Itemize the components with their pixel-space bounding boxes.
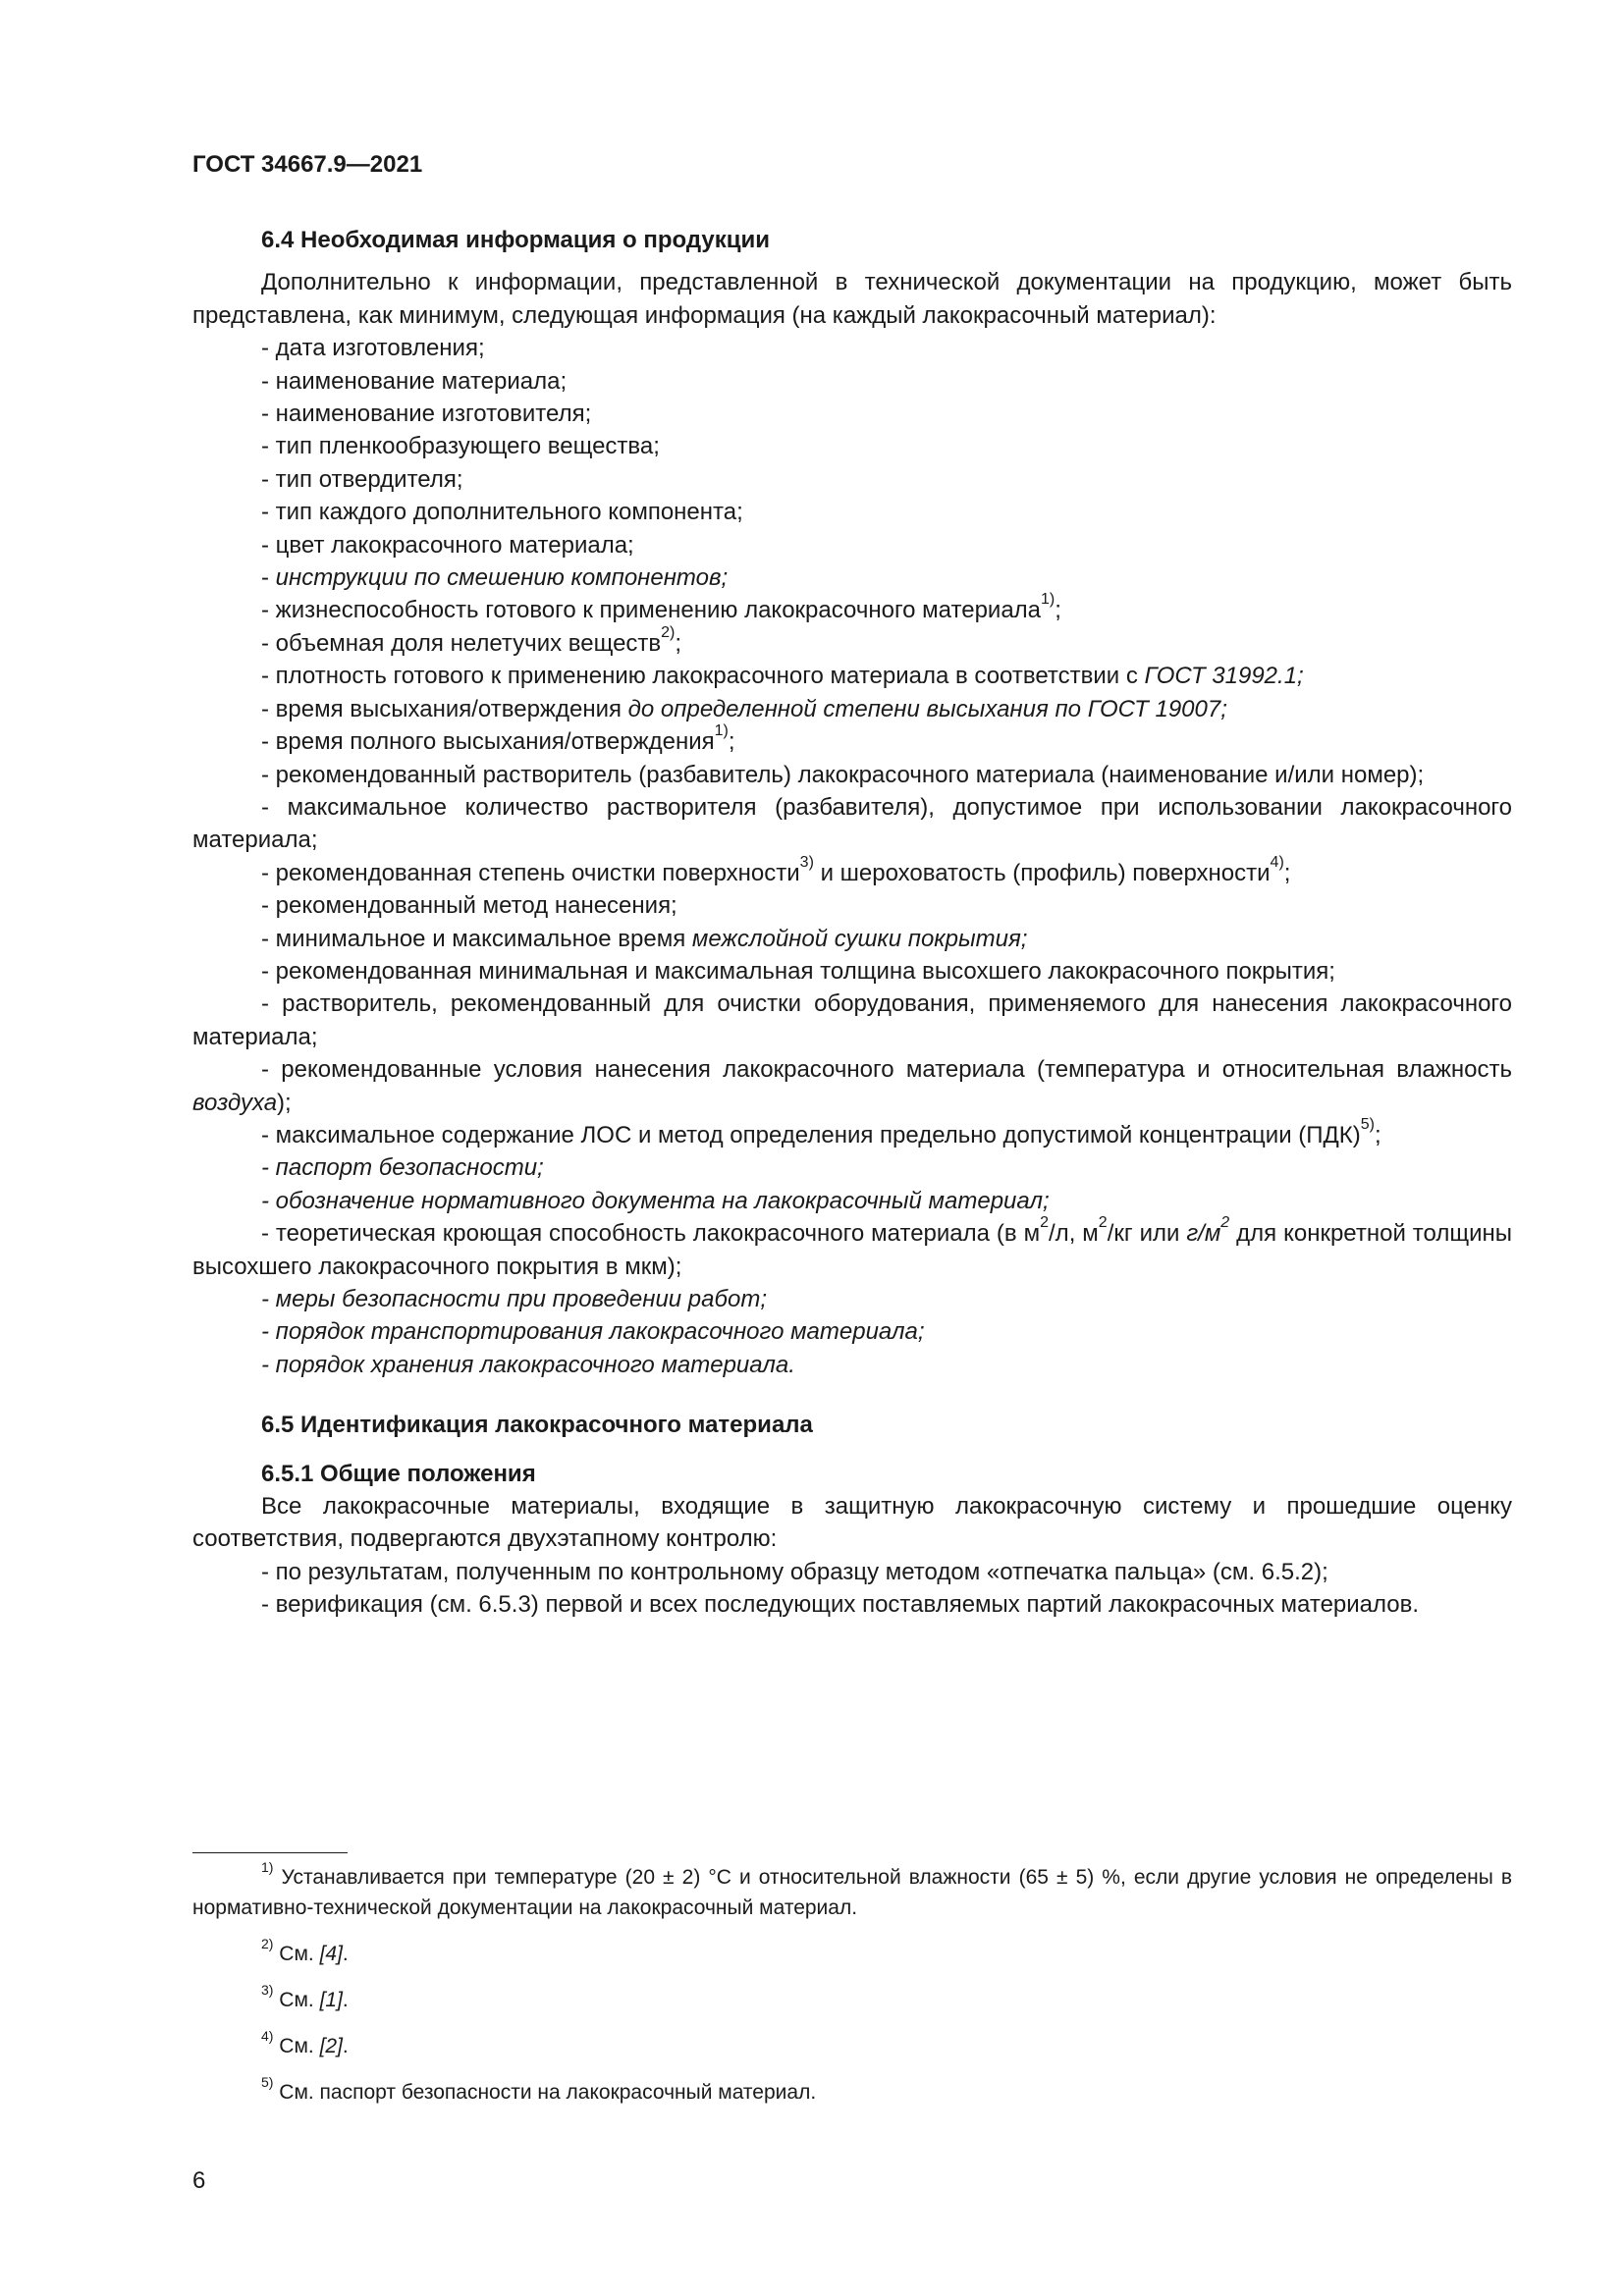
footnote-ref: 3) bbox=[799, 853, 814, 871]
footnote-1 bbox=[192, 1859, 1512, 1923]
superscript: 2 bbox=[1220, 1214, 1230, 1232]
list-item: - растворитель, рекомендованный для очистки оборудования, применяемого для нанесения лакокрасочного материала; bbox=[192, 990, 1512, 1050]
footnote-divider bbox=[192, 1852, 348, 1853]
list-item: - цвет лакокрасочного материала; bbox=[261, 531, 634, 559]
list-item: - обозначение нормативного документа на лакокрасочный материал; bbox=[261, 1187, 1050, 1214]
item-text-italic: инструкции по смешению компонентов; bbox=[275, 564, 729, 592]
list-item: - по результатам, полученным по контрольному образцу методом «отпечатка пальца» (см. 6.5.2); bbox=[261, 1558, 1328, 1585]
item-text-italic: воздуха bbox=[192, 1089, 278, 1116]
product-info-list bbox=[192, 332, 1512, 1381]
list-item: - наименование материала; bbox=[261, 367, 568, 395]
list-item: - рекомендованный растворитель (разбавитель) лакокрасочного материала (наименование и/или номер); bbox=[261, 761, 1425, 788]
footnote-ref: 5) bbox=[1360, 1115, 1375, 1133]
item-text: - bbox=[261, 564, 276, 592]
list-item: - тип пленкообразующего вещества; bbox=[261, 433, 660, 460]
item-text: - объемная доля нелетучих веществ bbox=[261, 629, 662, 657]
bibliography-ref: [4] bbox=[319, 1943, 343, 1965]
list-item bbox=[192, 722, 1512, 758]
footnote-text: . bbox=[342, 2035, 349, 2057]
item-text: - минимальное и максимальное время bbox=[261, 925, 692, 952]
item-text: - время полного высыхания/отверждения bbox=[261, 728, 715, 756]
footnote-text: См. bbox=[273, 2035, 320, 2057]
item-text: - плотность готового к применению лакокрасочного материала в соответствии с bbox=[261, 663, 1145, 690]
footnotes bbox=[192, 1859, 1512, 2123]
list-item: - наименование изготовителя; bbox=[261, 400, 592, 428]
item-text: - теоретическая кроющая способность лакокрасочного материала (в м bbox=[261, 1220, 1041, 1248]
list-item bbox=[192, 853, 1512, 889]
list-item bbox=[192, 591, 1512, 626]
footnote-5 bbox=[192, 2074, 1512, 2108]
footnote-text: . bbox=[342, 1943, 349, 1965]
footnote-2 bbox=[192, 1936, 1512, 1969]
list-item: - рекомендованный метод нанесения; bbox=[261, 892, 677, 920]
standard-reference: ГОСТ 31992.1; bbox=[1144, 663, 1304, 690]
footnote-mark: 4) bbox=[261, 2028, 274, 2044]
item-text: /кг или bbox=[1107, 1220, 1187, 1248]
footnote-mark: 5) bbox=[261, 2074, 274, 2090]
section-6-4-heading: 6.4 Необходимая информация о продукции bbox=[261, 227, 771, 253]
list-item: - дата изготовления; bbox=[261, 335, 485, 362]
item-text: ; bbox=[1055, 597, 1061, 624]
item-text: для конкретной толщины высохшего лакокрасочного покрытия в мкм); bbox=[192, 1220, 1512, 1280]
list-item bbox=[192, 923, 1512, 955]
footnote-4 bbox=[192, 2028, 1512, 2061]
item-text: - максимальное содержание ЛОС и метод определения предельно допустимой концентрации (ПДК) bbox=[261, 1121, 1361, 1148]
section-6-5-heading: 6.5 Идентификация лакокрасочного материала bbox=[261, 1412, 813, 1439]
item-text: - жизнеспособность готового к применению лакокрасочного материала bbox=[261, 597, 1042, 624]
item-text: - время высыхания/отверждения bbox=[261, 695, 628, 722]
item-text: ; bbox=[1283, 859, 1291, 886]
superscript: 2 bbox=[1040, 1214, 1050, 1232]
section-6-4-intro: Дополнительно к информации, представленной в технической документации на продукцию, может быть представлена, как минимум, следующая информация (на каждый лакокрасочный материал): bbox=[192, 269, 1512, 329]
list-item: - рекомендованная минимальная и максимальная толщина высохшего лакокрасочного покрытия; bbox=[261, 957, 1335, 985]
item-text: ); bbox=[277, 1089, 292, 1116]
list-item: - тип отвердителя; bbox=[261, 465, 463, 493]
list-item: - паспорт безопасности; bbox=[261, 1154, 544, 1182]
list-item bbox=[192, 1053, 1512, 1119]
footnote-ref: 4) bbox=[1270, 853, 1284, 871]
footnote-mark: 3) bbox=[261, 1982, 274, 1998]
item-text: - рекомендованные условия нанесения лакокрасочного материала (температура и относительная влажность bbox=[261, 1056, 1512, 1084]
footnote-text: См. bbox=[273, 1989, 320, 2011]
bibliography-ref: [1] bbox=[319, 1989, 343, 2011]
footnote-text: Устанавливается при температуре (20 ± 2) °С и относительной влажности (65 ± 5) %, если другие условия не определены в нормативно-технической документации на лакокрасочный материал. bbox=[192, 1866, 1512, 1919]
list-item: - тип каждого дополнительного компонента; bbox=[261, 499, 743, 526]
footnote-mark: 2) bbox=[261, 1936, 274, 1951]
item-text-italic: межслойной сушки покрытия; bbox=[691, 925, 1028, 952]
list-item bbox=[192, 660, 1512, 692]
footnote-mark: 1) bbox=[261, 1859, 274, 1875]
footnote-ref: 1) bbox=[1041, 591, 1056, 609]
item-text-italic: г/м bbox=[1186, 1220, 1221, 1248]
footnote-3 bbox=[192, 1982, 1512, 2015]
item-text: ; bbox=[1374, 1121, 1381, 1148]
item-text: /л, м bbox=[1049, 1220, 1099, 1248]
item-text: - рекомендованная степень очистки поверхности bbox=[261, 859, 800, 886]
main-content bbox=[192, 224, 1512, 1622]
list-item bbox=[192, 561, 1512, 594]
footnote-text: См. bbox=[273, 1943, 320, 1965]
page-number: 6 bbox=[192, 2167, 206, 2194]
list-item: - меры безопасности при проведении работ; bbox=[261, 1286, 768, 1312]
document-code: ГОСТ 34667.9—2021 bbox=[192, 151, 423, 178]
list-item: - порядок транспортирования лакокрасочного материала; bbox=[261, 1318, 925, 1346]
list-item bbox=[192, 623, 1512, 660]
item-text: и шероховатость (профиль) поверхности bbox=[813, 859, 1271, 886]
section-6-5-1-heading: 6.5.1 Общие положения bbox=[261, 1460, 536, 1487]
superscript: 2 bbox=[1098, 1214, 1108, 1232]
list-item: - верификация (см. 6.5.3) первой и всех последующих поставляемых партий лакокрасочных материалов. bbox=[261, 1591, 1420, 1619]
list-item: - порядок хранения лакокрасочного материала. bbox=[261, 1351, 795, 1378]
footnote-ref: 2) bbox=[661, 623, 676, 641]
footnote-ref: 1) bbox=[714, 722, 729, 740]
item-text-italic: до определенной степени высыхания по ГОСТ 19007; bbox=[627, 695, 1227, 722]
list-item: - максимальное количество растворителя (разбавителя), допустимое при использовании лакокрасочного материала; bbox=[192, 793, 1512, 854]
bibliography-ref: [2] bbox=[319, 2035, 343, 2057]
section-6-5-1-intro: Все лакокрасочные материалы, входящие в защитную лакокрасочную систему и прошедшие оценку соответствия, подвергаются двухэтапному контролю: bbox=[192, 1493, 1512, 1553]
list-item bbox=[192, 693, 1512, 725]
item-text: ; bbox=[728, 728, 735, 756]
item-text: ; bbox=[675, 629, 682, 657]
footnote-text: См. паспорт безопасности на лакокрасочный материал. bbox=[273, 2081, 817, 2104]
list-item bbox=[192, 1115, 1512, 1151]
list-item bbox=[192, 1214, 1512, 1283]
footnote-text: . bbox=[342, 1989, 349, 2011]
